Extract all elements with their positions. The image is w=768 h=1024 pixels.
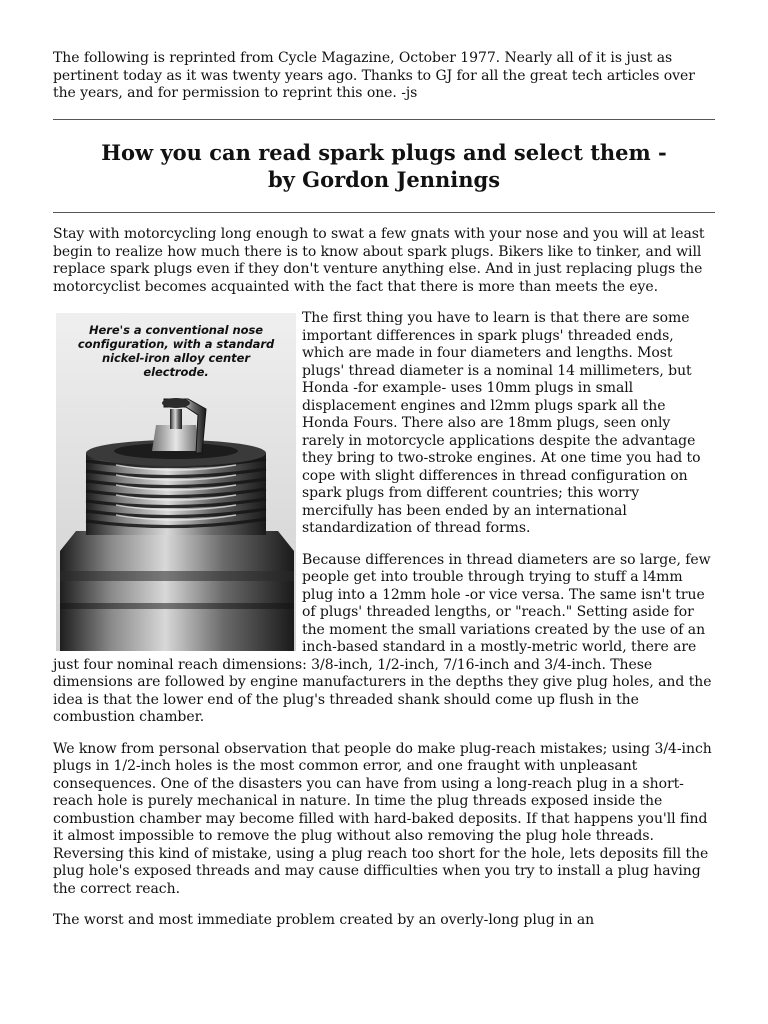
article-title — [53, 139, 715, 193]
paragraph-1: Stay with motorcycling long enough to swat a few gnats with your nose and you will at least begin to realize how much there is to know about spark plugs. Bikers like to tinker, and will replace spark plugs even if they don't venture anything else. And in just replacing plugs the motorcyclist becomes acquainted with the fact that there is more than meets the eye. — [53, 226, 705, 295]
paragraph-2: The first thing you have to learn is that there are some important differences in spark plugs' threaded ends, which are made in four diameters and lengths. Most plugs' thread diameter is a nominal 14 millimeters, but Honda -for example- uses 10mm plugs in small displacement engines and l2mm plugs spark all the Honda Fours. There also are 18mm plugs, seen only rarely in motorcycle applications despite the advantage they bring to two-stroke engines. At one time you had to cope with slight differences in thread configuration on spark plugs from different countries; this worry mercifully has been ended by an international standardization of thread forms. — [302, 310, 701, 536]
paragraph-3: Because differences in thread diameters are so large, few people get into trouble through trying to stuff a l4mm plug into a 12mm hole -or vice versa. The same isn't true of plugs' threaded lengths, or "reach." Setting aside for the moment the small variations created by the use of an inch-based standard in a mostly-metric world, there are just four nominal reach dimensions: 3/8-inch, 1/2-inch, 7/16-inch and 3/4-inch. These dimensions are followed by engine manufacturers in the depths they give plug holes, and the idea is that the lower end of the plug's threaded shank should come up flush in the combustion chamber. — [53, 551, 712, 725]
title-line-2: by Gordon Jennings — [267, 167, 501, 192]
spark-plug-figure — [56, 313, 296, 651]
paragraph-4: We know from personal observation that people do make plug-reach mistakes; using 3/4-inch plugs in 1/2-inch holes is the most common error, and one fraught with unpleasant consequences. One of the disasters you can have from using a long-reach plug in a short-reach hole is purely mechanical in nature. In time the plug threads exposed inside the combustion chamber may become filled with hard-baked deposits. If that happens you'll find it almost impossible to remove the plug without also removing the plug hole threads. Reversing this kind of mistake, using a plug reach too short for the hole, lets deposits fill the plug hole's exposed threads and may cause difficulties when you try to install a plug having the correct reach. — [53, 740, 712, 897]
paragraph-5: The worst and most immediate problem created by an overly-long plug in an — [53, 912, 595, 928]
figure-caption: Here's a conventional nose configuration, with a standard nickel-iron alloy center electrode. — [77, 323, 275, 379]
title-divider — [53, 212, 715, 213]
top-divider — [53, 119, 715, 120]
title-line-1: How you can read spark plugs and select them - — [101, 140, 667, 165]
intro-note: The following is reprinted from Cycle Magazine, October 1977. Nearly all of it is just as pertinent today as it was twenty years ago. Thanks to GJ for all the great tech articles over the years, and for permission to reprint this one. -js — [53, 50, 695, 101]
article-body — [53, 226, 713, 944]
